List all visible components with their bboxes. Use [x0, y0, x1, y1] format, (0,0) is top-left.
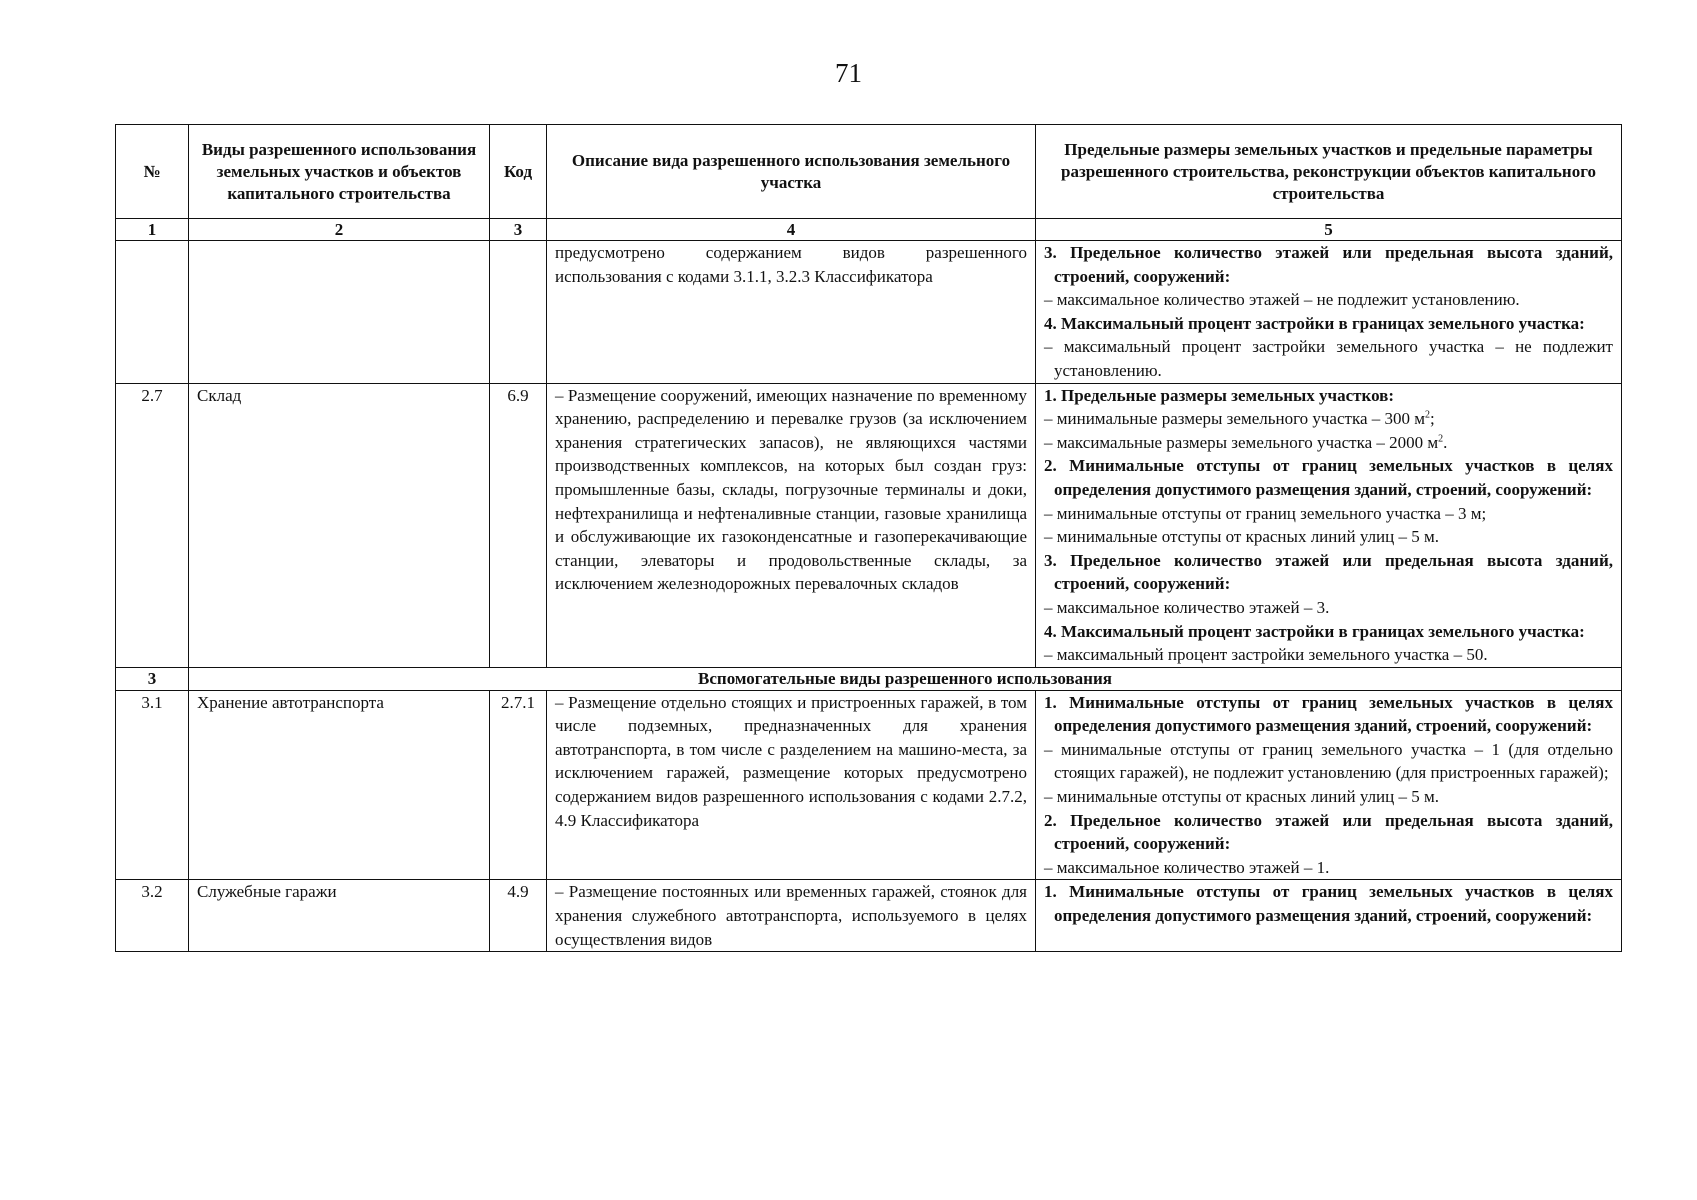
- row-num: [116, 241, 189, 384]
- param-heading: 1. Минимальные отступы от границ земельных участков в целях определения допустимого размещения зданий, строений, сооружений:: [1044, 692, 1613, 736]
- param-item: – максимальное количество этажей – не подлежит установлению.: [1044, 290, 1520, 310]
- header-code: Код: [490, 125, 547, 219]
- param-heading: 2. Минимальные отступы от границ земельных участков в целях определения допустимого размещения зданий, строений, сооружений:: [1044, 456, 1613, 499]
- column-number-row: [116, 219, 1622, 241]
- param-text: – максимальные размеры земельного участка – 2000 м: [1044, 432, 1439, 452]
- param-item: – минимальные отступы от красных линий улиц – 5 м.: [1044, 787, 1440, 807]
- page-number: 71: [835, 58, 862, 88]
- section-title: Вспомогательные виды разрешенного использования: [189, 667, 1622, 690]
- row-num: 3.2: [116, 880, 189, 952]
- row-description: – Размещение отдельно стоящих и пристроенных гаражей, в том числе подземных, предназначенных для хранения автотранспорта, в том числе с разделением на машино-места, за исключением гаражей, размещение которых предусмотрено содержанием видов разрешенного использования с кодами 2.7.2, 4.9 Классификатора: [547, 690, 1036, 880]
- param-item: – минимальные отступы от границ земельного участка – 1 (для отдельно стоящих гаражей), не подлежит установлению (для пристроенных гаражей);: [1044, 739, 1613, 783]
- column-number: 4: [547, 219, 1036, 241]
- table-row: [116, 690, 1622, 880]
- row-parameters: [1036, 241, 1622, 384]
- row-description: – Размещение сооружений, имеющих назначение по временному хранению, распределению и перевалке грузов (за исключением хранения стратегических запасов), не являющихся частями производственных комплексов, на которых был создан груз: промышленные базы, склады, погрузочные терминалы и доки, нефтехранилища и нефтеналивные станции, газовые хранилища и обслуживающие их газоконденсатные и газоперекачивающие станции, элеваторы и продовольственные склады, за исключением железнодорожных перевалочных складов: [547, 383, 1036, 667]
- param-punct: .: [1443, 432, 1448, 452]
- row-parameters: [1036, 880, 1622, 952]
- row-code: [490, 241, 547, 384]
- table-row: [116, 241, 1622, 384]
- row-type: Склад: [189, 383, 490, 667]
- row-type: Служебные гаражи: [189, 880, 490, 952]
- section-num: 3: [116, 667, 189, 690]
- row-code: 4.9: [490, 880, 547, 952]
- param-heading: 3. Предельное количество этажей или предельная высота зданий, строений, сооружений:: [1044, 243, 1613, 286]
- param-heading: 4. Максимальный процент застройки в границах земельного участка:: [1044, 621, 1585, 641]
- param-item: – минимальные отступы от границ земельного участка – 3 м;: [1044, 503, 1487, 523]
- row-code: 6.9: [490, 383, 547, 667]
- row-code: 2.7.1: [490, 690, 547, 880]
- column-number: 3: [490, 219, 547, 241]
- header-parameters: Предельные размеры земельных участков и предельные параметры разрешенного строительства, реконструкции объектов капитального строительства: [1036, 125, 1622, 219]
- unit-superscript: 2: [1438, 433, 1444, 445]
- param-item: – максимальное количество этажей – 1.: [1044, 857, 1330, 877]
- param-item: – максимальный процент застройки земельного участка – 50.: [1044, 645, 1488, 665]
- column-number: 5: [1036, 219, 1622, 241]
- param-item: [1044, 431, 1613, 455]
- param-item: [1044, 407, 1613, 431]
- param-item: – максимальный процент застройки земельного участка – не подлежит установлению.: [1044, 337, 1613, 380]
- param-item: – минимальные отступы от красных линий улиц – 5 м.: [1044, 527, 1440, 547]
- row-description: – Размещение постоянных или временных гаражей, стоянок для хранения служебного автотранспорта, используемого в целях осуществления видов: [547, 880, 1036, 952]
- table-row: [116, 880, 1622, 952]
- row-type: [189, 241, 490, 384]
- row-parameters: [1036, 690, 1622, 880]
- param-punct: ;: [1430, 409, 1435, 429]
- section-row: [116, 667, 1622, 690]
- header-description: Описание вида разрешенного использования земельного участка: [547, 125, 1036, 219]
- param-heading: 1. Минимальные отступы от границ земельных участков в целях определения допустимого размещения зданий, строений, сооружений:: [1044, 882, 1613, 926]
- header-row: [116, 125, 1622, 219]
- param-heading: 3. Предельное количество этажей или предельная высота зданий, строений, сооружений:: [1044, 550, 1613, 594]
- row-num: 2.7: [116, 383, 189, 667]
- regulation-table: [115, 124, 1622, 952]
- unit-superscript: 2: [1425, 409, 1431, 421]
- param-heading: 2. Предельное количество этажей или предельная высота зданий, строений, сооружений:: [1044, 810, 1613, 854]
- param-heading: 1. Предельные размеры земельных участков:: [1044, 385, 1395, 405]
- row-type: Хранение автотранспорта: [189, 690, 490, 880]
- row-description: предусмотрено содержанием видов разрешенного использования с кодами 3.1.1, 3.2.3 Классификатора: [547, 241, 1036, 384]
- header-num: №: [116, 125, 189, 219]
- table-row: [116, 383, 1622, 667]
- column-number: 2: [189, 219, 490, 241]
- param-item: – максимальное количество этажей – 3.: [1044, 597, 1330, 617]
- column-number: 1: [116, 219, 189, 241]
- row-parameters: [1036, 383, 1622, 667]
- header-type: Виды разрешенного использования земельных участков и объектов капитального строительства: [189, 125, 490, 219]
- param-text: – минимальные размеры земельного участка – 300 м: [1044, 409, 1426, 429]
- row-num: 3.1: [116, 690, 189, 880]
- param-heading: 4. Максимальный процент застройки в границах земельного участка:: [1044, 313, 1585, 333]
